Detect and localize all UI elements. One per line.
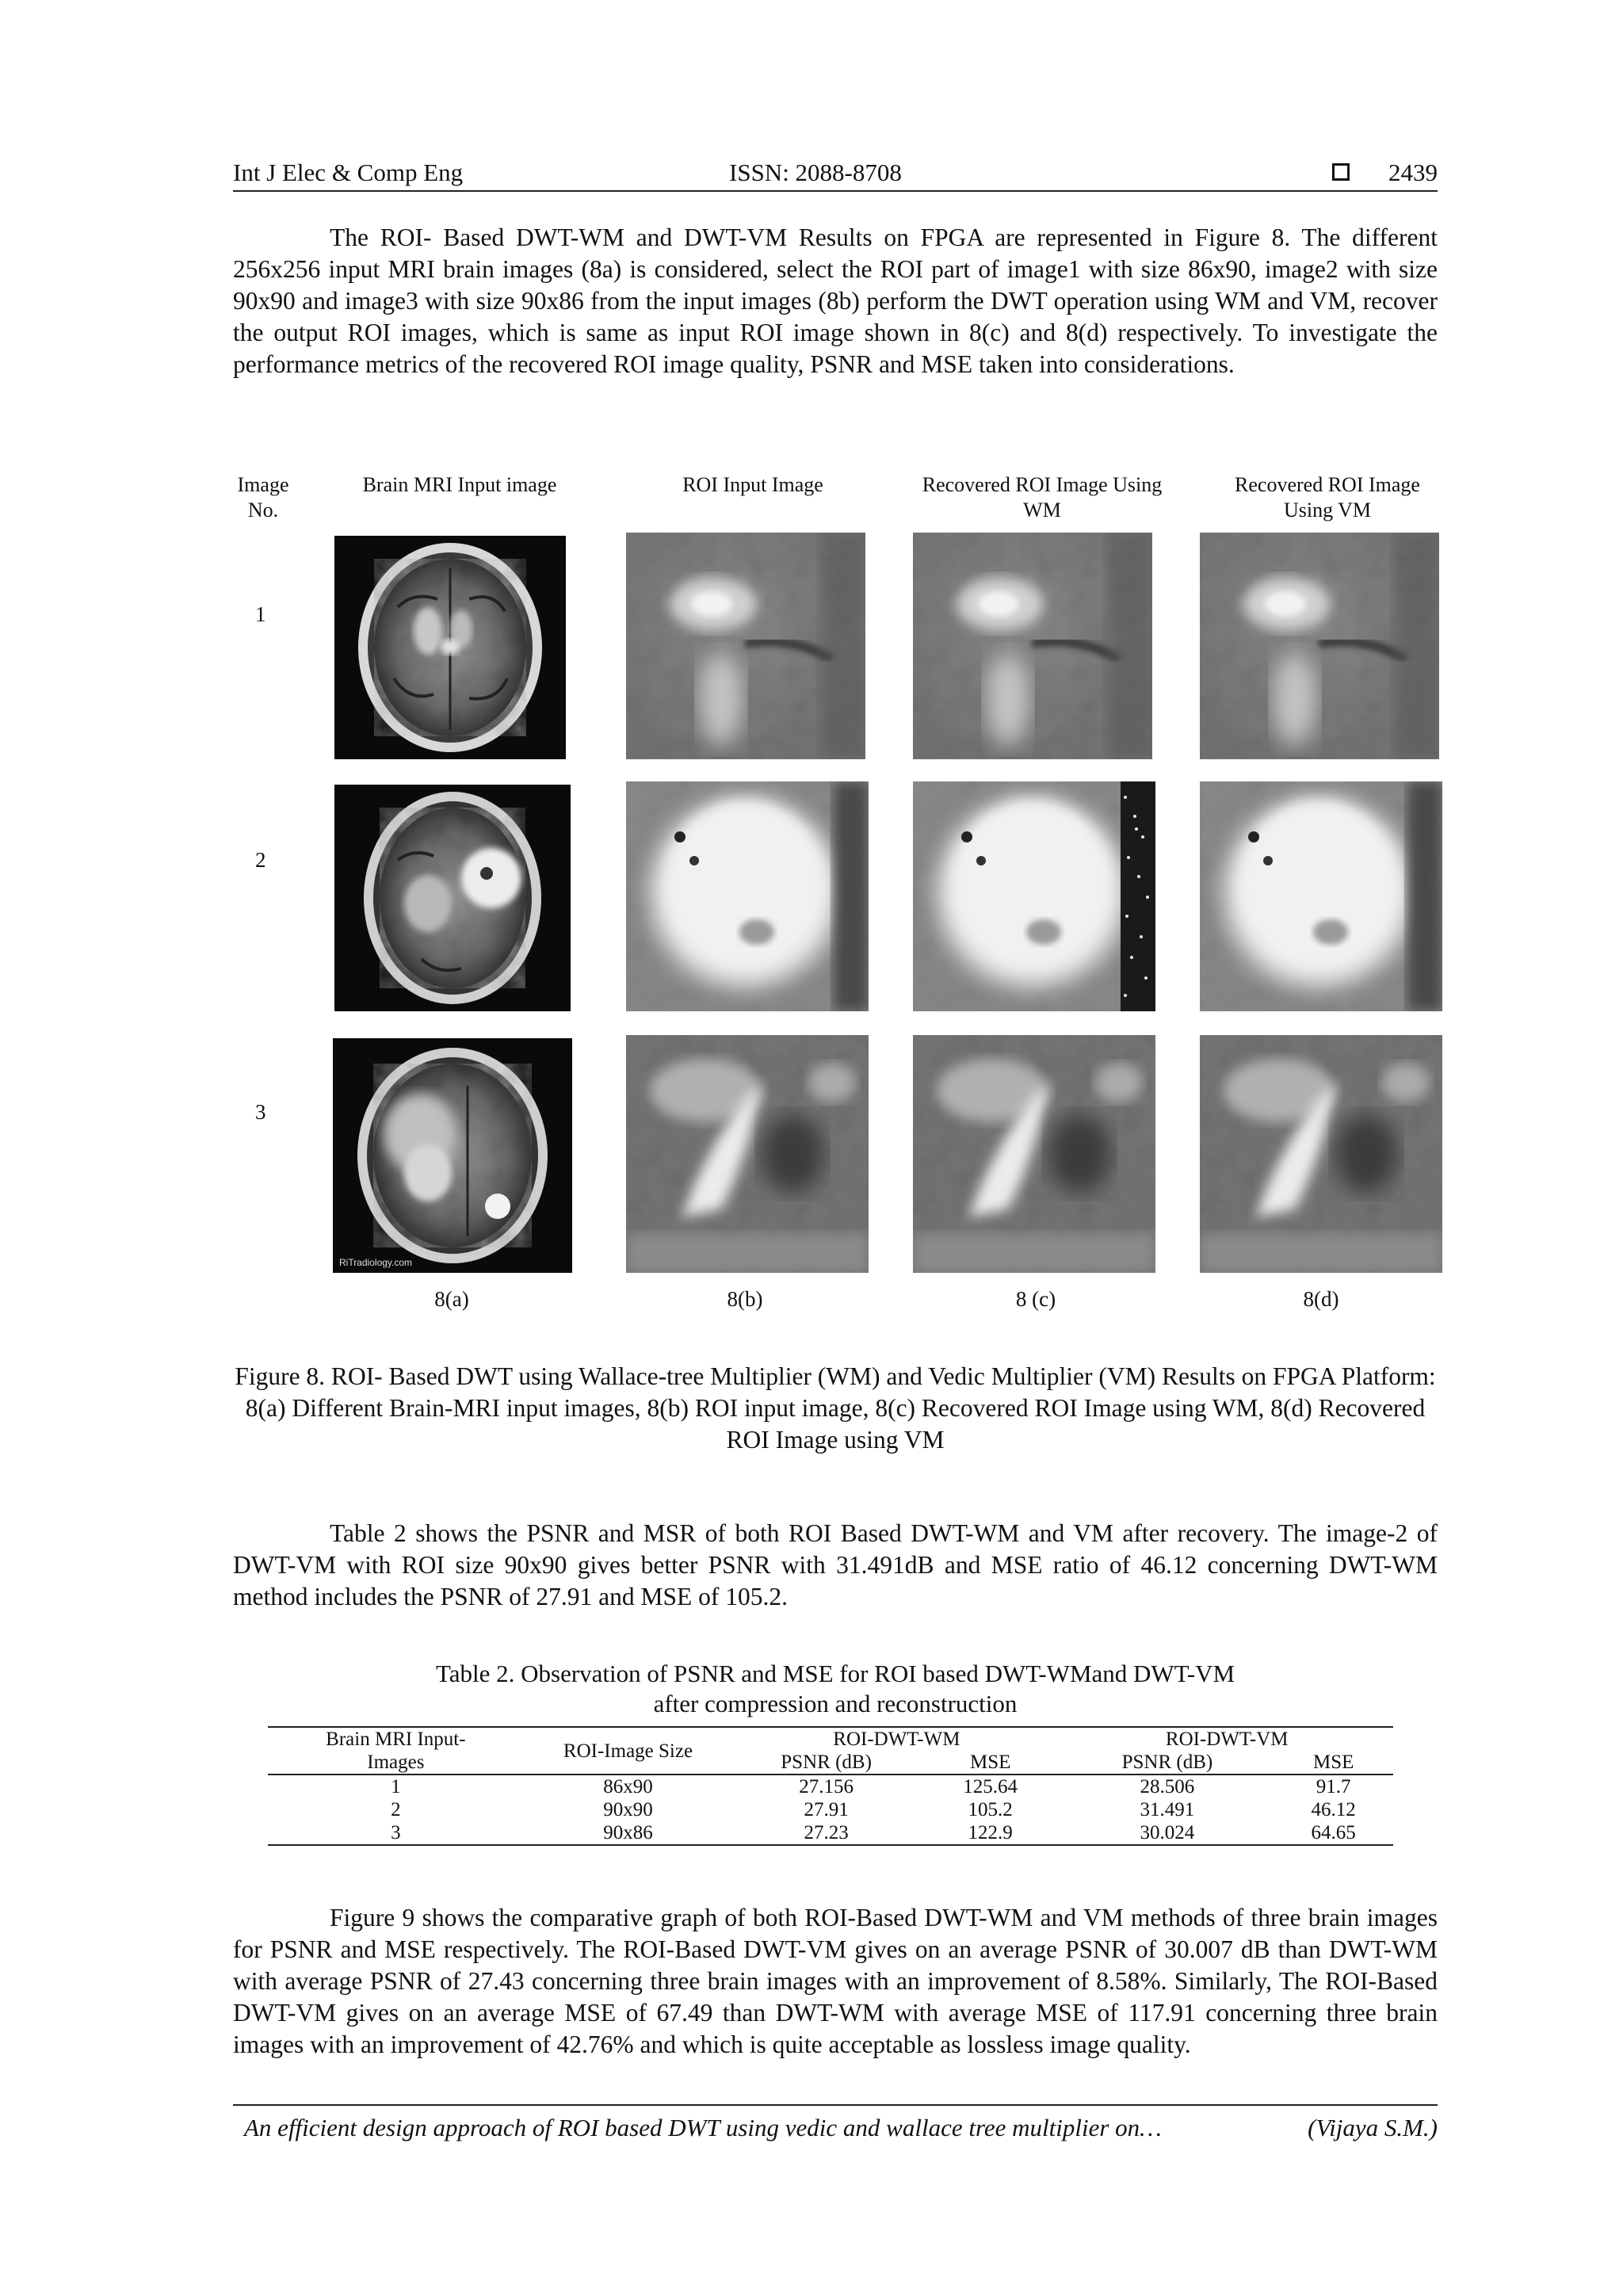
table-cell: 86x90	[603, 1776, 653, 1797]
figure-column-header-image-no: Image No.	[237, 473, 289, 521]
figure-sublabel-d: 8(d)	[1303, 1287, 1339, 1311]
running-header	[233, 152, 1438, 192]
row-number: 3	[255, 1100, 266, 1124]
results-table	[268, 1726, 1393, 1846]
roi-input-image-3	[626, 1035, 869, 1273]
table-cell: 1	[391, 1776, 401, 1797]
table-header-mse: MSE	[969, 1752, 1011, 1773]
table-cell: 27.23	[804, 1822, 849, 1843]
table-cell: 27.91	[804, 1799, 849, 1820]
figure-column-header-d: Recovered ROI Image Using VM	[1235, 473, 1420, 521]
table-row	[268, 1775, 1393, 1798]
recovered-roi-vm-image-1	[1200, 533, 1439, 759]
table-cell: 46.12	[1311, 1799, 1356, 1820]
table-header-roi-size: ROI-Image Size	[524, 1727, 733, 1775]
table-cell: 27.156	[799, 1776, 854, 1797]
body-paragraph-3	[233, 1902, 1438, 2061]
body-paragraph-1	[233, 222, 1438, 380]
footer-title: An efficient design approach of ROI based DWT using vedic and wallace tree multiplier on…	[244, 2114, 1162, 2141]
table-cell: 90x90	[603, 1799, 653, 1820]
table-cell: 122.9	[968, 1822, 1013, 1843]
table-row	[268, 1798, 1393, 1821]
table-cell: 64.65	[1311, 1822, 1356, 1843]
roi-input-image-1	[626, 533, 865, 759]
recovered-roi-vm-image-2	[1200, 781, 1442, 1011]
brain-mri-image-1	[334, 536, 566, 759]
table-cell: 125.64	[963, 1776, 1018, 1797]
brain-mri-image-3	[333, 1038, 572, 1273]
table-cell: 3	[391, 1822, 401, 1843]
table-header-brain-images: Brain MRI Input- Images	[268, 1727, 524, 1775]
table-header-mse: MSE	[1312, 1752, 1354, 1773]
figure-caption: Figure 8. ROI- Based DWT using Wallace-tree Multiplier (WM) and Vedic Multiplier (VM) Results on FPGA Platform: 8(a) Different Brain-MRI input images, 8(b) ROI input image, 8(c) Recovered ROI Image using WM, 8(d) Recovered ROI Image using VM	[235, 1362, 1436, 1454]
paragraph-text: Figure 9 shows the comparative graph of both ROI-Based DWT-WM and VM methods of three brain images for PSNR and MSE respectively. The ROI-Based DWT-VM gives on an average PSNR of 30.007 dB than DWT-WM with average PSNR of 27.43 concerning three brain images with an improvement of 8.58%. Similarly, The ROI-Based DWT-VM gives on an average MSE of 67.49 than DWT-WM with average MSE of 117.91 concerning three brain images with an improvement of 42.76% and which is quite acceptable as lossless image quality.	[233, 1904, 1438, 2058]
table-cell: 2	[391, 1799, 401, 1820]
body-paragraph-2	[233, 1518, 1438, 1613]
row-number: 1	[255, 602, 266, 626]
table-header-group-vm: ROI-DWT-VM	[1165, 1729, 1289, 1750]
paragraph-text: The ROI- Based DWT-WM and DWT-VM Results on FPGA are represented in Figure 8. The different 256x256 input MRI brain images (8a) is considered, select the ROI part of image1 with size 86x90, image2 with size 90x90 and image3 with size 90x86 from the input images (8b) perform the DWT operation using WM and VM, recover the output ROI images, which is same as input ROI image shown in 8(c) and 8(d) respectively. To investigate the performance metrics of the recovered ROI image quality, PSNR and MSE taken into considerations.	[233, 223, 1438, 378]
figure-sublabel-c: 8 (c)	[1015, 1287, 1056, 1311]
figure-column-header-a: Brain MRI Input image	[362, 473, 557, 496]
table-cell: 31.491	[1140, 1799, 1195, 1820]
row-number: 2	[255, 848, 266, 872]
table-header-psnr: PSNR (dB)	[1121, 1752, 1213, 1773]
table-cell: 91.7	[1316, 1776, 1351, 1797]
journal-name: Int J Elec & Comp Eng	[233, 159, 464, 186]
recovered-roi-wm-image-1	[913, 533, 1152, 759]
table-row	[268, 1821, 1393, 1845]
recovered-roi-wm-image-2	[913, 781, 1155, 1011]
table-caption: Table 2. Observation of PSNR and MSE for ROI based DWT-WMand DWT-VM after compression and reconstruction	[435, 1660, 1235, 1717]
page-number: 2439	[1388, 159, 1438, 186]
table-header-group-wm: ROI-DWT-WM	[833, 1729, 960, 1750]
issn: ISSN: 2088-8708	[729, 159, 902, 186]
roi-input-image-2	[626, 781, 869, 1011]
square-box-icon	[1332, 163, 1350, 181]
table-header-psnr: PSNR (dB)	[781, 1752, 872, 1773]
running-footer	[233, 2104, 1438, 2141]
table-cell: 90x86	[603, 1822, 653, 1843]
paragraph-text: Table 2 shows the PSNR and MSR of both ROI Based DWT-WM and VM after recovery. The image-2 of DWT-VM with ROI size 90x90 gives better PSNR with 31.491dB and MSE ratio of 46.12 concerning DWT-WM method includes the PSNR of 27.91 and MSE of 105.2.	[233, 1519, 1438, 1610]
recovered-roi-wm-image-3	[913, 1035, 1155, 1273]
figure-sublabel-b: 8(b)	[727, 1287, 763, 1311]
footer-author: (Vijaya S.M.)	[1308, 2114, 1438, 2141]
brain-mri-image-2	[334, 785, 571, 1011]
figure-column-header-b: ROI Input Image	[682, 473, 823, 496]
table-cell: 28.506	[1140, 1776, 1195, 1797]
table-cell: 30.024	[1140, 1822, 1195, 1843]
recovered-roi-vm-image-3	[1200, 1035, 1442, 1273]
figure-column-header-c: Recovered ROI Image Using WM	[922, 473, 1163, 521]
table-cell: 105.2	[968, 1799, 1013, 1820]
watermark-text: RiTradiology.com	[339, 1257, 413, 1268]
figure-sublabel-a: 8(a)	[434, 1287, 469, 1311]
